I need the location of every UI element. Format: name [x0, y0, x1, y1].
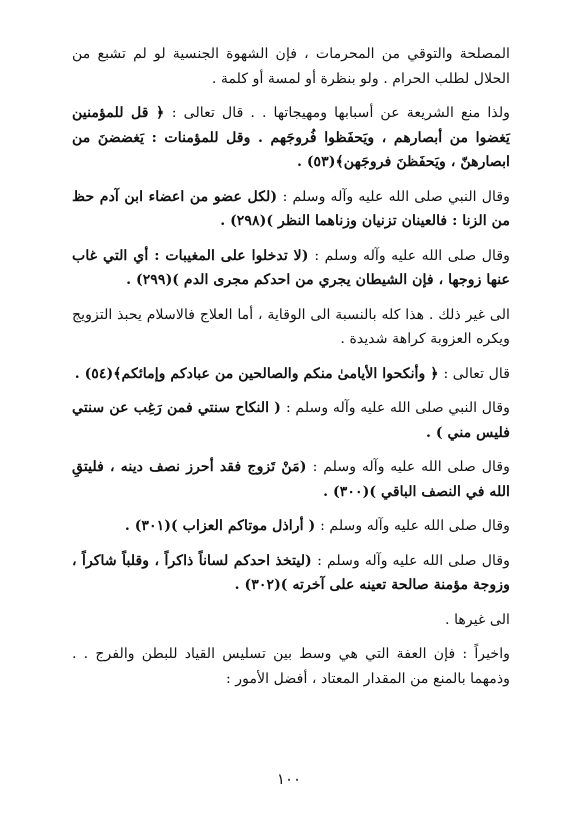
paragraph-9-text: وقال صلى الله عليه وآله وسلم :	[320, 518, 510, 534]
hadith-quote-4: (مَنْ تَزوج فقد أحرز نصف دينه ، فليتقِ الله في النصف الباقي )(٣٠٠) .	[72, 459, 510, 500]
quran-quote-1: ﴿ قل للمؤمنين يَغضوا من أبصارهم ، ويَحفَظوا فُروجَهم . وقل للمؤمنات : يَغضضنَ من ابصارهنّ ، ويَحفَظنَ فروجَهن﴾(٥٣) .	[72, 105, 510, 170]
paragraph-3	[72, 185, 510, 234]
paragraph-2	[72, 101, 510, 175]
paragraph-11-text: الى غيرها .	[445, 611, 510, 628]
page-body	[72, 42, 510, 701]
quran-quote-2: ﴿ وأنكحوا الأيامىٰ منكم والصالحين من عبادكم وإمائكم﴾(٥٤) .	[74, 365, 444, 382]
paragraph-3-text: وقال النبي صلى الله عليه وآله وسلم :	[282, 188, 510, 205]
paragraph-5-text: الى غير ذلك . هذا كله بالنسبة الى الوقاية ، أما العلاج فالاسلام يحبذ التزويج ويكره العزوبة كراهة شديدة .	[72, 306, 510, 347]
hadith-quote-3: ( النكاح سنتي فمن رَغِب عن سنتي فليس مني ) .	[72, 400, 510, 441]
paragraph-1-text: المصلحة والتوقي من المحرمات ، فإن الشهوة الجنسية لو لم تشبع من الحلال لطلب الحرام . ولو بنظرة أو لمسة أو كلمة .	[72, 46, 510, 87]
paragraph-6-text: قال تعالى :	[443, 365, 510, 382]
paragraph-5	[72, 303, 510, 352]
page-number: ١٠٠	[276, 770, 302, 788]
paragraph-6	[72, 362, 510, 387]
paragraph-10	[72, 549, 510, 598]
paragraph-1	[72, 42, 510, 91]
paragraph-8-text: وقال صلى الله عليه وآله وسلم :	[312, 459, 510, 475]
hadith-quote-2: (لا تدخلوا على المغيبات : أي التي غاب عنها زوجها ، فإن الشيطان يجري من احدكم مجرى الدم )(٢٩٩) .	[72, 247, 510, 288]
paragraph-9	[72, 514, 510, 539]
paragraph-12-text: واخيراً : فإن العفة التي هي وسط بين تسليس القياد للبطن والفرج . . وذمهما بالمنع من المقدار المعتاد ، أفضل الأمور :	[72, 646, 510, 687]
hadith-quote-5: ( أراذل موتاكم العزاب )(٣٠١) .	[124, 518, 321, 534]
paragraph-7-text: وقال النبي صلى الله عليه وآله وسلم :	[285, 400, 510, 416]
paragraph-8	[72, 455, 510, 504]
paragraph-10-text: وقال صلى الله عليه وآله وسلم :	[317, 552, 510, 569]
paragraph-4-text: وقال صلى الله عليه وآله وسلم :	[314, 247, 511, 264]
paragraph-11	[72, 608, 510, 633]
hadith-quote-6: (ليتخذ احدكم لساناً ذاكراً ، وقلباً شاكراً ، وزوجة مؤمنة صالحة تعينه على آخرته )(٣٠٢) .	[72, 552, 510, 593]
paragraph-2-text: ولذا منع الشريعة عن أسبابها ومهيجاتها . . قال تعالى :	[171, 105, 510, 121]
paragraph-4	[72, 244, 510, 293]
hadith-quote-1: (لكل عضو من اعضاء ابن آدم حظ من الزنا : فالعينان تزنيان وزناهما النظر )(٢٩٨) .	[72, 188, 510, 229]
paragraph-12	[72, 642, 510, 691]
paragraph-7	[72, 396, 510, 445]
